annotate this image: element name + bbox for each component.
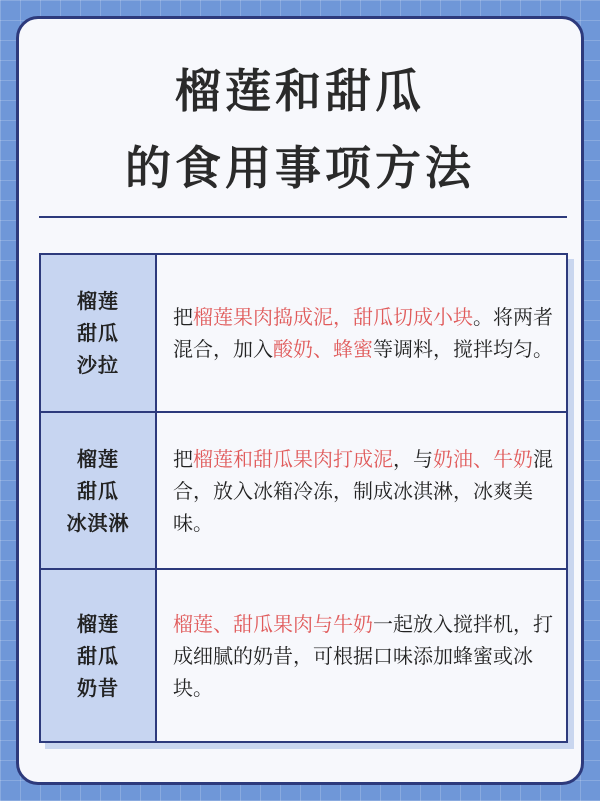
desc-text: 。将两者混合，加入 — [173, 305, 553, 361]
desc-highlight: 酸奶、蜂蜜 — [273, 337, 373, 361]
recipe-description-cell — [156, 412, 567, 569]
recipe-name-line: 榴莲 — [77, 446, 119, 471]
recipe-name-line: 奶昔 — [77, 675, 119, 700]
content-card — [16, 16, 584, 785]
desc-highlight: 榴莲、甜瓜果肉与牛奶 — [173, 611, 373, 636]
page-title-line-1: 榴莲和甜瓜 — [175, 64, 425, 118]
desc-highlight: 奶油、牛奶 — [433, 446, 533, 471]
desc-text: 把 — [173, 446, 193, 471]
page-title-line-2: 的食用事项方法 — [125, 141, 475, 195]
recipe-name-cell — [40, 412, 156, 569]
recipe-table — [39, 253, 568, 743]
desc-text: ，与 — [393, 446, 433, 471]
desc-text: 把 — [173, 305, 193, 329]
recipe-description — [173, 301, 556, 365]
recipe-name-line: 甜瓜 — [77, 478, 119, 503]
recipe-name-line: 沙拉 — [77, 353, 119, 377]
recipe-name-line: 榴莲 — [77, 611, 119, 636]
recipe-name-cell — [40, 569, 156, 742]
recipe-name-line: 冰淇淋 — [66, 510, 130, 535]
table-row — [40, 569, 567, 742]
desc-text: 一起放入搅拌机，打成细腻的奶昔，可根据口味添加蜂蜜或冰块。 — [173, 611, 553, 700]
recipe-name-line: 甜瓜 — [77, 643, 119, 668]
recipe-description — [173, 608, 556, 704]
recipe-description-cell — [156, 569, 567, 742]
table-row — [40, 254, 567, 412]
recipe-description-cell — [156, 254, 567, 412]
recipe-name-line: 甜瓜 — [77, 321, 119, 345]
title-divider — [39, 216, 567, 218]
recipe-name-line: 榴莲 — [77, 289, 119, 313]
desc-highlight: 榴莲和甜瓜果肉打成泥 — [193, 446, 393, 471]
table-row — [40, 412, 567, 569]
desc-text: 等调料，搅拌均匀。 — [373, 337, 553, 361]
desc-highlight: 榴莲果肉捣成泥，甜瓜切成小块 — [193, 305, 473, 329]
desc-text: 混合，放入冰箱冷冻，制成冰淇淋，冰爽美味。 — [173, 446, 553, 535]
recipe-name-cell — [40, 254, 156, 412]
recipe-description — [173, 443, 556, 539]
